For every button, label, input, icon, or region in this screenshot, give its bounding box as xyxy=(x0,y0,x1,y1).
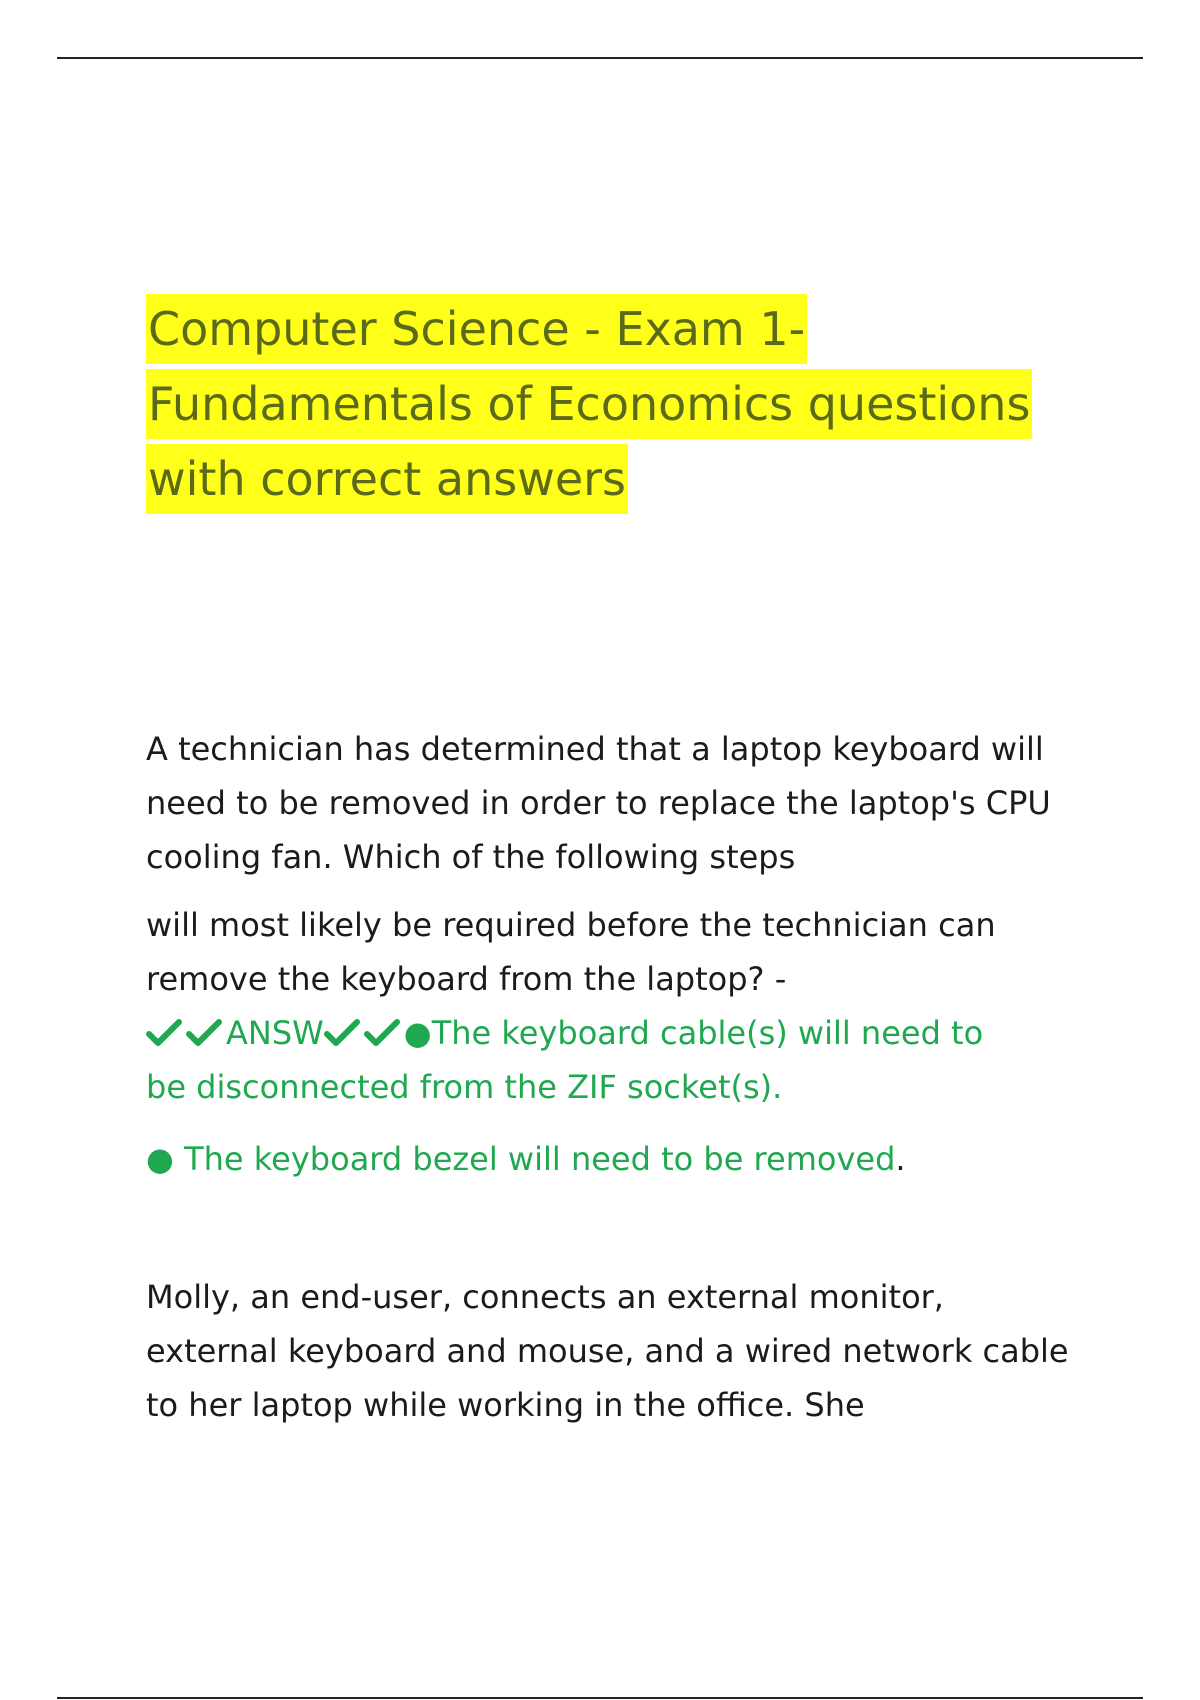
question-2-line-2: external keyboard and mouse, and a wired network cable xyxy=(146,1332,1069,1370)
header-rule xyxy=(57,57,1143,59)
check-icon xyxy=(364,1018,400,1048)
question-1-part-2 xyxy=(146,898,1106,1006)
question-1-answer xyxy=(146,1006,1106,1114)
question-2 xyxy=(146,1270,1106,1432)
check-icon xyxy=(324,1018,360,1048)
answer-marker: ANSW xyxy=(226,1014,324,1052)
question-2-line-3: to her laptop while working in the office. She xyxy=(146,1386,865,1424)
question-1-line-3: cooling fan. Which of the following steps xyxy=(146,838,796,876)
question-1-part-1 xyxy=(146,722,1106,884)
footer-rule xyxy=(57,1697,1143,1699)
title-line-2: Fundamentals of Economics questions xyxy=(146,369,1032,439)
answer-line-1 xyxy=(146,1006,1106,1060)
question-2-line-1: Molly, an end-user, connects an external monitor, xyxy=(146,1278,944,1316)
answer-bullet-2-text: ● The keyboard bezel will need to be removed xyxy=(146,1140,896,1178)
answer-line-2: be disconnected from the ZIF socket(s). xyxy=(146,1068,783,1106)
check-icon xyxy=(146,1018,182,1048)
check-icon xyxy=(186,1018,222,1048)
question-1-line-2: need to be removed in order to replace the laptop's CPU xyxy=(146,784,1051,822)
question-1-line-4: will most likely be required before the technician can xyxy=(146,906,996,944)
answer-text-1: ●The keyboard cable(s) will need to xyxy=(403,1014,984,1052)
title-line-1: Computer Science - Exam 1- xyxy=(146,294,807,364)
question-1-answer-bullet-2 xyxy=(146,1132,1106,1186)
title-line-3: with correct answers xyxy=(146,444,628,514)
document-title xyxy=(146,292,1076,517)
question-1-line-1: A technician has determined that a laptop keyboard will xyxy=(146,730,1044,768)
question-1-line-5: remove the keyboard from the laptop? - xyxy=(146,960,787,998)
answer-bullet-2-period: . xyxy=(895,1140,906,1178)
